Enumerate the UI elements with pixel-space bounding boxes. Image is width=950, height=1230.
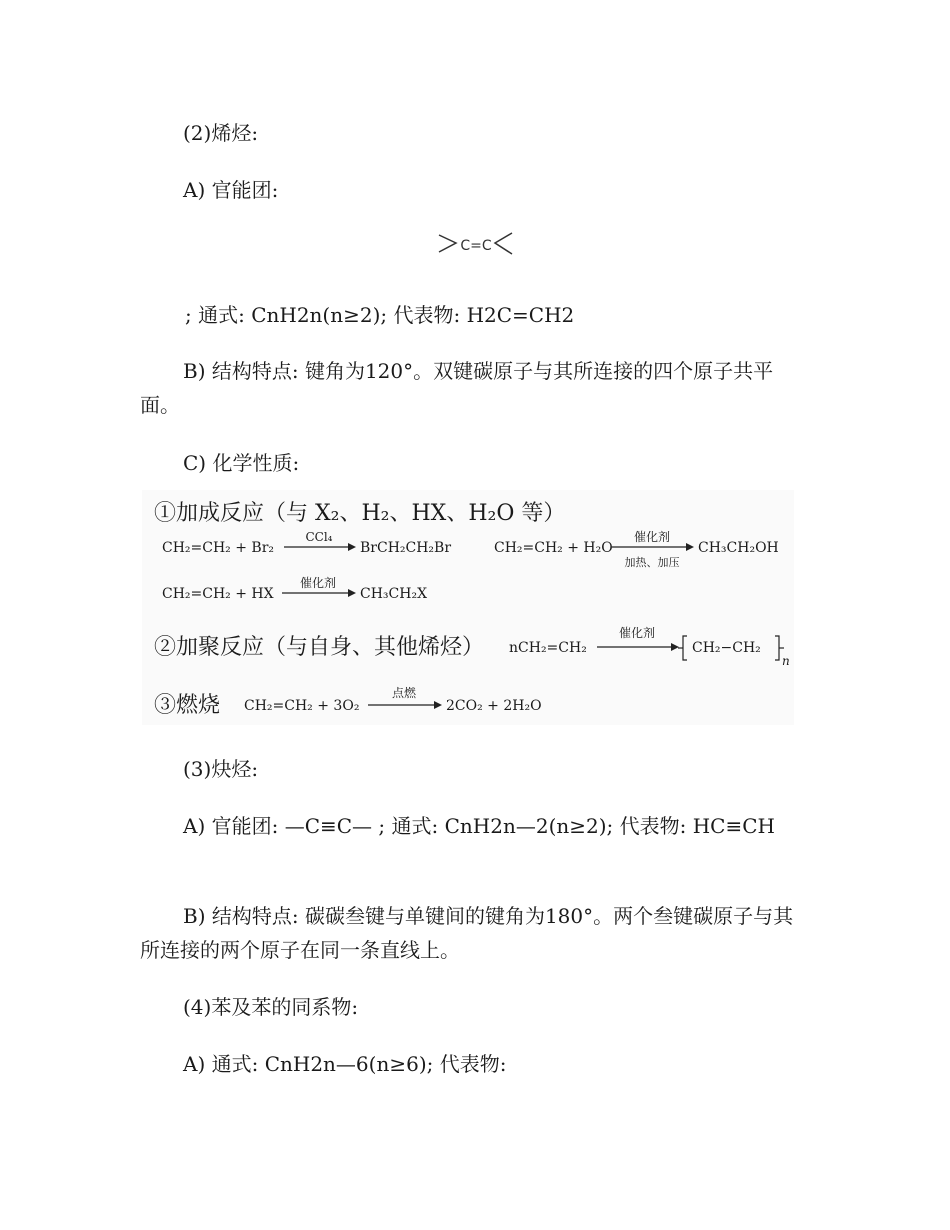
double-bond-structure — [436, 230, 516, 260]
combustion-arrow — [368, 700, 442, 710]
combustion-condition: 点燃 — [391, 686, 416, 700]
section-heading-benzene: (4)苯及苯的同系物: — [183, 995, 359, 1019]
alkyne-structure-paragraph: B) 结构特点: 碳碳叁键与单键间的键角为180°。两个叁键碳原子与其所连接的两个原子在同一条直线上。 — [140, 904, 794, 962]
polymerization-title: ②加聚反应（与自身、其他烯烃） — [154, 635, 485, 660]
polymer-product: CH₂−CH₂ — [692, 640, 761, 656]
polymer-reactant: nCH₂=CH₂ — [509, 640, 587, 656]
chem-properties-label: C) 化学性质: — [183, 451, 300, 475]
combustion-products: 2CO₂ + 2H₂O — [446, 698, 542, 714]
eq1-reactants: CH₂=CH₂ + Br₂ — [162, 540, 275, 556]
func-group-label: A) 官能团: — [183, 178, 279, 202]
alkene-structure-paragraph: B) 结构特点: 键角为120°。双键碳原子与其所连接的四个原子共平面。 — [140, 359, 774, 417]
eq2-condition-top: 催化剂 — [633, 530, 670, 544]
benzene-formula-line: A) 通式: CnH2n—6(n≥6); 代表物: — [183, 1052, 507, 1076]
eq2-arrow — [612, 542, 694, 552]
polymer-bracket-left — [678, 634, 690, 662]
alkene-formula-line: ; 通式: CnH2n(n≥2); 代表物: H2C=CH2 — [185, 303, 575, 327]
eq2-product: CH₃CH₂OH — [698, 540, 779, 556]
eq1-condition: CCl₄ — [305, 530, 333, 544]
eq3-product: CH₃CH₂X — [360, 586, 428, 602]
polymer-arrow — [597, 642, 679, 652]
eq3-condition: 催化剂 — [299, 576, 336, 590]
eq3-arrow — [282, 588, 356, 598]
eq1-product: BrCH₂CH₂Br — [360, 540, 452, 556]
addition-reaction-title: ①加成反应（与 X₂、H₂、HX、H₂O 等） — [154, 501, 566, 526]
section-heading-alkyne: (3)炔烃: — [183, 757, 259, 781]
combustion-title: ③燃烧 — [154, 693, 221, 718]
double-bond-label: C=C — [460, 238, 492, 254]
reactions-figure — [142, 490, 794, 725]
alkyne-func-group-paragraph: A) 官能团: —C≡C— ; 通式: CnH2n—2(n≥2); 代表物: HC≡CH — [183, 814, 775, 838]
eq2-condition-bottom: 加热、加压 — [624, 556, 680, 569]
combustion-reactants: CH₂=CH₂ + 3O₂ — [244, 698, 360, 714]
polymer-degree: n — [782, 654, 790, 668]
polymer-condition: 催化剂 — [618, 626, 655, 640]
section-heading-alkene: (2)烯烃: — [183, 121, 259, 145]
eq2-reactants: CH₂=CH₂ + H₂O — [494, 540, 613, 556]
eq1-arrow — [284, 542, 356, 552]
eq3-reactants: CH₂=CH₂ + HX — [162, 586, 274, 602]
